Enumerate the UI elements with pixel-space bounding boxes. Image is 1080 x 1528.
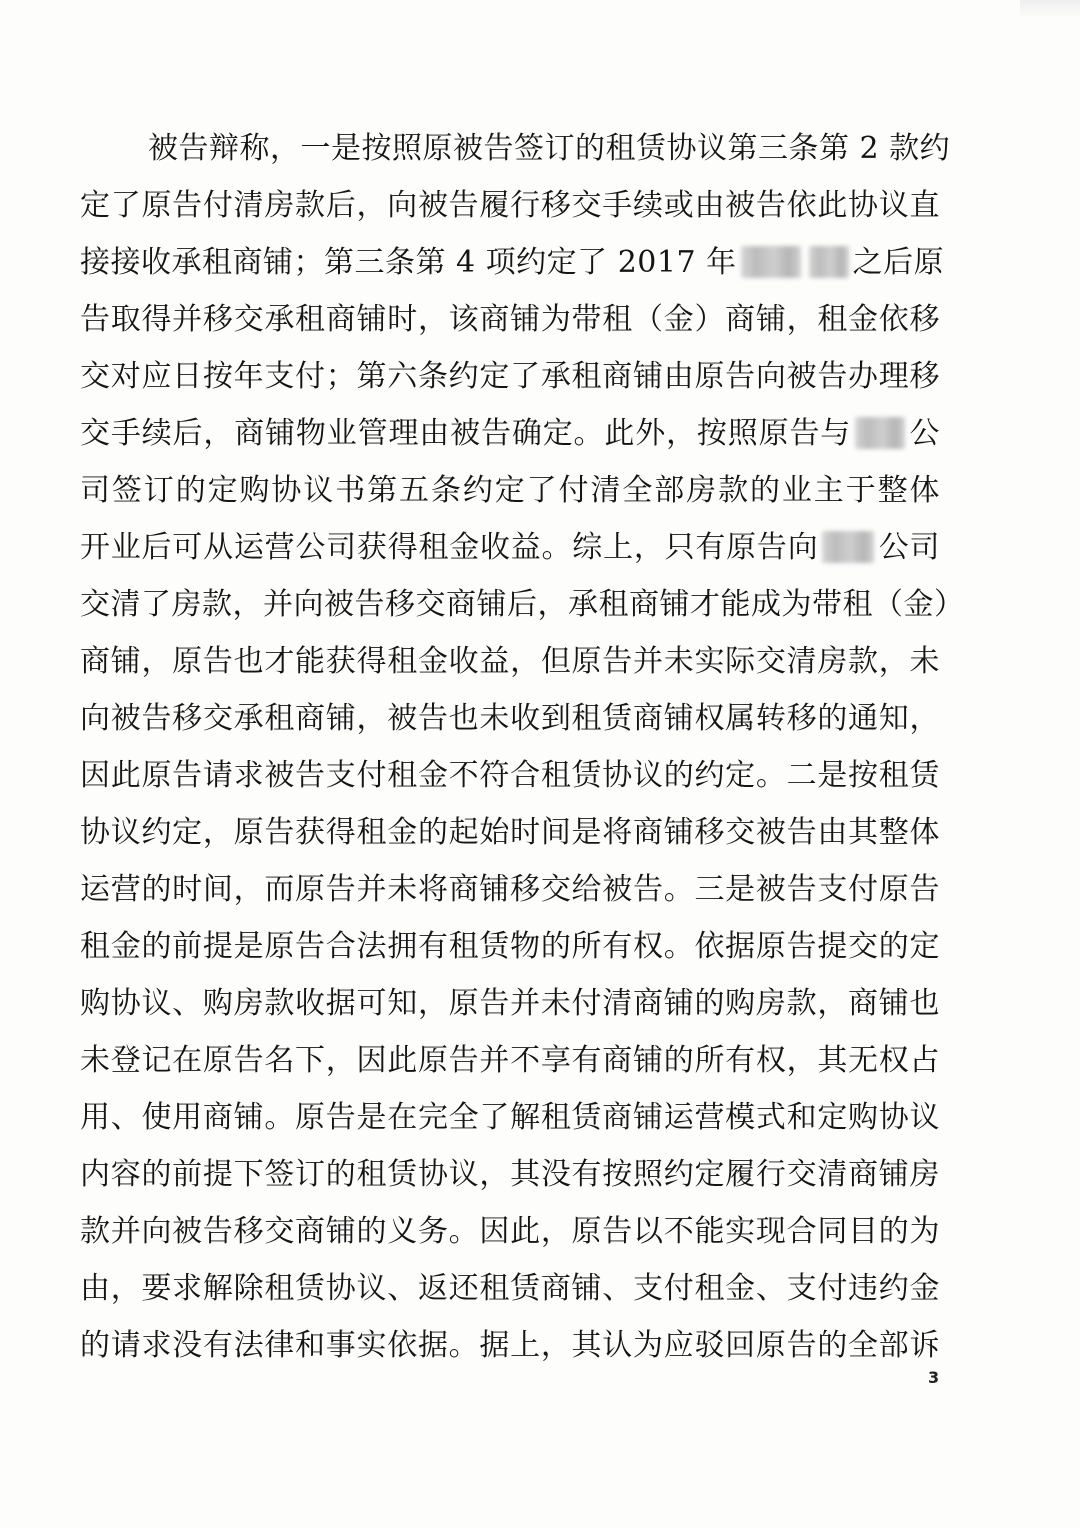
text-line-11: 向被告移交承租商铺，被告也未收到租赁商铺权属转移的通知， (80, 701, 940, 736)
text-line-3 (80, 234, 945, 291)
text-line-5: 交对应日按年支付；第六条约定了承租商铺由原告向被告办理移 (80, 359, 940, 394)
text-segment: 公 (909, 416, 941, 451)
text-line-22: 的请求没有法律和事实依据。据上，其认为应驳回原告的全部诉 (80, 1328, 940, 1363)
page-number: 3 (928, 1368, 940, 1387)
text-line-16: 购协议、购房款收据可知，原告并未付清商铺的购房款，商铺也 (80, 986, 940, 1021)
document-body (80, 120, 965, 1374)
text-line-9: 交清了房款，并向被告移交商铺后，承租商铺才能成为带租（金） (80, 587, 965, 622)
text-line-14: 运营的时间，而原告并未将商铺移交给被告。三是被告支付原告 (80, 872, 940, 907)
text-line-12: 因此原告请求被告支付租金不符合租赁协议的约定。二是按租赁 (80, 758, 940, 793)
text-line-7: 司签订的定购协议书第五条约定了付清全部房款的业主于整体 (80, 473, 940, 508)
text-segment: 开业后可从运营公司获得租金收益。综上，只有原告向 (80, 530, 819, 565)
text-line-17: 未登记在原告名下，因此原告并不享有商铺的所有权，其无权占 (80, 1043, 940, 1078)
text-segment: 交手续后，商铺物业管理由被告确定。此外，按照原告与 (80, 416, 852, 451)
text-line-1: 被告辩称，一是按照原被告签订的租赁协议第三条第 2 款约 (148, 131, 951, 166)
redacted-company-name (822, 531, 874, 563)
text-line-13: 协议约定，原告获得租金的起始时间是将商铺移交被告由其整体 (80, 815, 940, 850)
text-line-2: 定了原告付清房款后，向被告履行移交手续或由被告依此协议直 (80, 188, 940, 223)
redacted-company-name (855, 417, 905, 449)
text-line-6 (80, 405, 940, 462)
text-line-4: 告取得并移交承租商铺时，该商铺为带租（金）商铺，租金依移 (80, 302, 940, 337)
redacted-date-day (809, 246, 849, 278)
text-segment: 接接收承租商铺；第三条第 4 项约定了 2017 年 (80, 245, 737, 280)
text-line-8 (80, 519, 940, 576)
scan-edge-shadow (1020, 0, 1080, 18)
text-line-19: 内容的前提下签订的租赁协议，其没有按照约定履行交清商铺房 (80, 1157, 940, 1192)
text-line-21: 由，要求解除租赁协议、返还租赁商铺、支付租金、支付违约金 (80, 1271, 940, 1306)
text-line-15: 租金的前提是原告合法拥有租赁物的所有权。依据原告提交的定 (80, 929, 940, 964)
text-line-20: 款并向被告移交商铺的义务。因此，原告以不能实现合同目的为 (80, 1214, 940, 1249)
text-segment: 之后原 (852, 245, 945, 280)
text-segment: 公司 (878, 530, 941, 565)
redacted-date-month (741, 246, 801, 278)
text-line-18: 用、使用商铺。原告是在完全了解租赁商铺运营模式和定购协议 (80, 1100, 940, 1135)
text-line-10: 商铺，原告也才能获得租金收益，但原告并未实际交清房款，未 (80, 644, 940, 679)
